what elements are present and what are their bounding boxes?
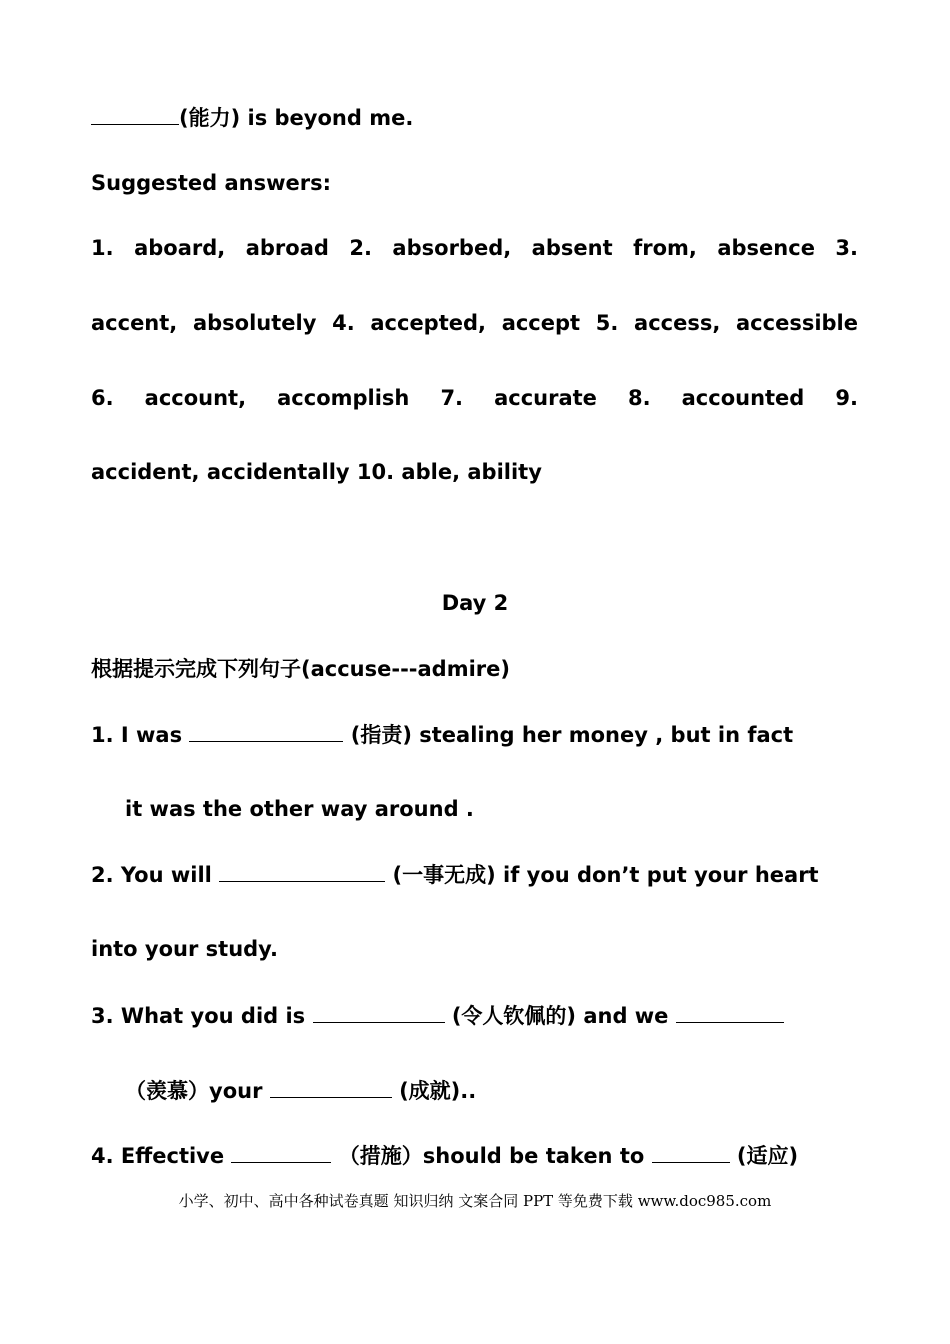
question-2-line-2: into your study. bbox=[91, 937, 278, 961]
answer-blank bbox=[676, 1002, 784, 1023]
answers-line-2: accent, absolutely 4. accepted, accept 5. access, accessible bbox=[91, 311, 858, 335]
question-1-line-1: 1. I was (指责) stealing her money , but in fact bbox=[91, 723, 794, 747]
answer-blank bbox=[91, 104, 179, 125]
page-footer: 小学、初中、高中各种试卷真题 知识归纳 文案合同 PPT 等免费下载 www.doc985.com bbox=[178, 1192, 772, 1210]
answer-blank bbox=[219, 861, 385, 882]
question-1-line-2: it was the other way around . bbox=[125, 797, 474, 821]
answer-blank bbox=[231, 1142, 331, 1163]
answers-heading: Suggested answers: bbox=[91, 171, 332, 195]
answer-blank bbox=[270, 1077, 392, 1098]
question-4-line-1: 4. Effective （措施）should be taken to (适应) bbox=[91, 1144, 799, 1168]
answers-line-1: 1. aboard, abroad 2. absorbed, absent from, absence 3. bbox=[91, 236, 858, 260]
answers-line-4: accident, accidentally 10. able, ability bbox=[91, 460, 542, 484]
instruction: 根据提示完成下列句子(accuse---admire) bbox=[91, 657, 510, 681]
prev-question-tail: (能力) is beyond me. bbox=[91, 104, 413, 131]
question-3-line-2: （羡慕）your (成就).. bbox=[125, 1079, 477, 1103]
question-2-line-1: 2. You will (一事无成) if you don’t put your heart bbox=[91, 863, 819, 887]
day-title: Day 2 bbox=[441, 591, 509, 615]
answer-blank bbox=[313, 1002, 445, 1023]
answer-blank bbox=[652, 1142, 730, 1163]
answer-blank bbox=[189, 721, 343, 742]
answers-line-3: 6. account, accomplish 7. accurate 8. accounted 9. bbox=[91, 386, 858, 410]
question-3-line-1: 3. What you did is (令人钦佩的) and we bbox=[91, 1002, 784, 1029]
